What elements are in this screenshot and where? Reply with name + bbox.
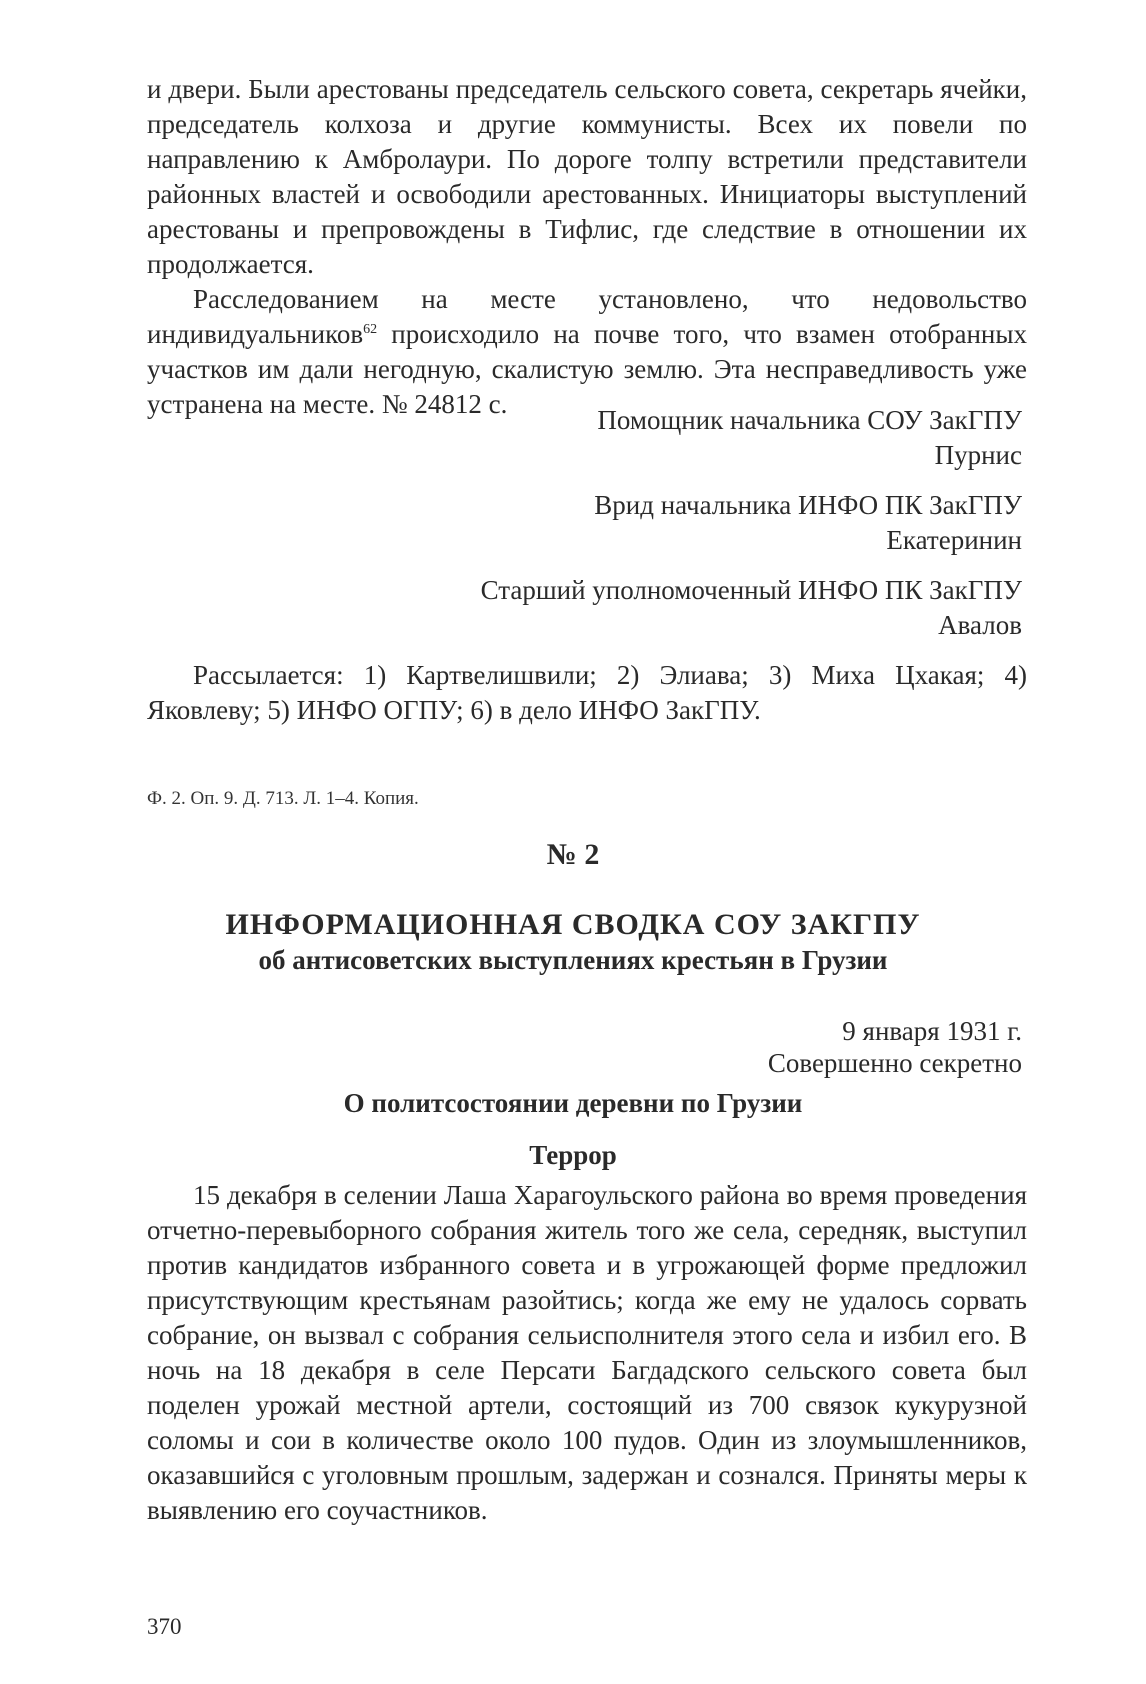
- signature-position: Врид начальника ИНФО ПК ЗакГПУ: [594, 490, 1022, 520]
- document-number: № 2: [546, 838, 600, 871]
- page-number: 370: [147, 1614, 182, 1639]
- section-heading: О политсостоянии деревни по Грузии: [343, 1088, 803, 1118]
- date-block: [768, 1015, 1022, 1079]
- signature-name: Пурнис: [934, 440, 1022, 470]
- archive-reference: Ф. 2. Оп. 9. Д. 713. Л. 1–4. Копия.: [147, 788, 419, 809]
- investigation-paragraph: Расследованием на месте установлено, что недовольство индивидуальников$^{62}$ происходило на почве того, что взамен отобранных участков им дали негодную, скалистую землю. Эта несправедливость уже устранена на месте. № 24812 с.: [147, 284, 1027, 419]
- signature-name: Авалов: [938, 610, 1022, 640]
- distribution-list: Рассылается: 1) Картвелишвили; 2) Элиава; 3) Миха Цхакая; 4) Яковлеву; 5) ИНФО ОГПУ; 6) в дело ИНФО ЗакГПУ.: [147, 660, 1027, 725]
- distribution-block: [147, 658, 1027, 728]
- continued-paragraph: и двери. Были арестованы председатель сельского совета, секретарь ячейки, председатель колхоза и другие коммунисты. Всех их повели по направлению к Амбролаури. По дороге толпу встретили представители районных властей и освободили арестованных. Инициаторы выступлений арестованы и препровождены в Тифлис, где следствие в отношении их продолжается.: [147, 74, 1027, 279]
- document-subtitle: об антисоветских выступлениях крестьян в Грузии: [258, 945, 888, 975]
- subsection-heading: Террор: [529, 1140, 617, 1170]
- continued-text-block: [147, 72, 1027, 422]
- classification-label: Совершенно секретно: [767, 1048, 1022, 1078]
- body-text-block: [147, 1178, 1027, 1528]
- signature-block-1: [597, 403, 1022, 473]
- footnote-reference: 62: [363, 322, 378, 337]
- signature-position: Старший уполномоченный ИНФО ПК ЗакГПУ: [480, 575, 1022, 605]
- signature-block-3: [481, 573, 1022, 643]
- signature-position: Помощник начальника СОУ ЗакГПУ: [597, 405, 1022, 435]
- document-title: ИНФОРМАЦИОННАЯ СВОДКА СОУ ЗАКГПУ: [225, 908, 921, 941]
- signature-name: Екатеринин: [886, 525, 1022, 555]
- signature-block-2: [594, 488, 1022, 558]
- body-paragraph: 15 декабря в селении Лаша Харагоульского района во время проведения отчетно-перевыборного собрания житель того же села, середняк, выступил против кандидатов избранного совета и в угрожающей форме предложил присутствующим крестьянам разойтись; когда же ему не удалось сорвать собрание, он вызвал с собрания сельисполнителя этого села и избил его. В ночь на 18 декабря в селе Персати Багдадского сельского совета был поделен урожай местной артели, состоящий из 700 связок кукурузной соломы и сои в количестве около 100 пудов. Один из злоумышленников, оказавшийся с уголовным прошлым, задержан и сознался. Приняты меры к выявлению его соучастников.: [147, 1180, 1027, 1525]
- document-date: 9 января 1931 г.: [842, 1016, 1022, 1046]
